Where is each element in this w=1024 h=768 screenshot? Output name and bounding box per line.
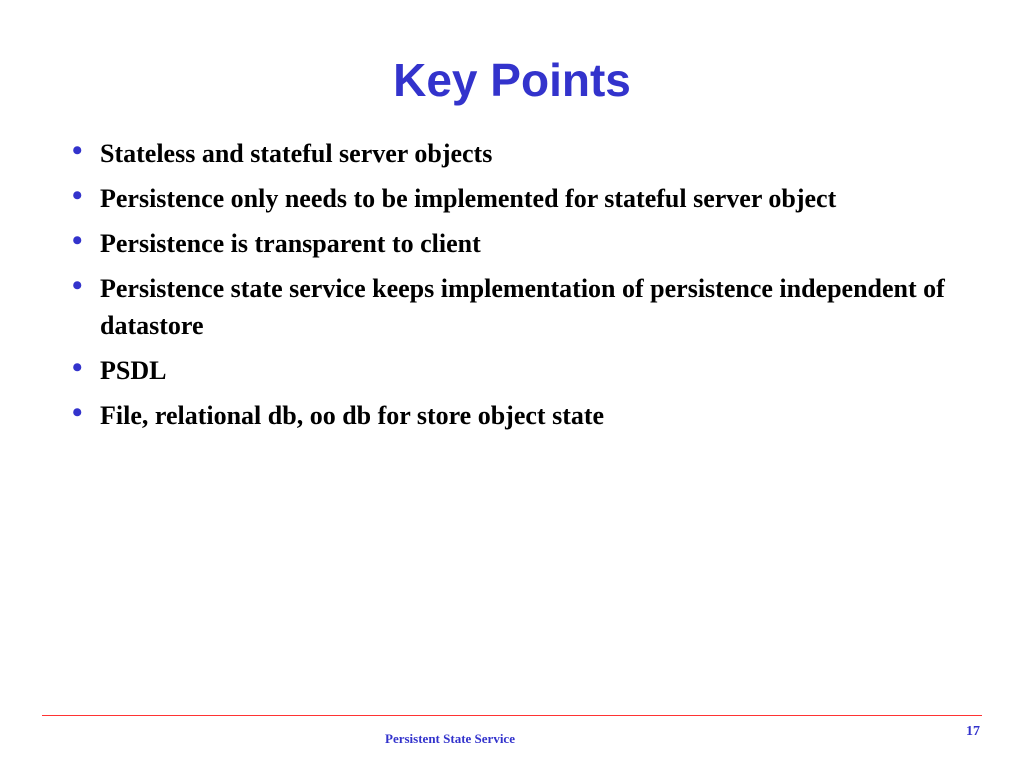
bullet-dot-icon: • bbox=[72, 179, 83, 212]
bullet-item bbox=[70, 270, 950, 344]
bullet-text: File, relational db, oo db for store object state bbox=[100, 401, 605, 430]
bullet-item bbox=[70, 180, 950, 217]
bullet-dot-icon: • bbox=[72, 134, 83, 167]
bullet-dot-icon: • bbox=[72, 351, 83, 384]
bullet-item bbox=[70, 225, 950, 262]
bullet-text: Persistence is transparent to client bbox=[100, 229, 481, 258]
bullet-item bbox=[70, 352, 950, 389]
bullet-list bbox=[70, 135, 950, 442]
bullet-item bbox=[70, 135, 950, 172]
bullet-dot-icon: • bbox=[72, 269, 83, 302]
bullet-text: PSDL bbox=[100, 356, 167, 385]
bullet-text: Persistence state service keeps implementation of persistence independent of datastore bbox=[100, 274, 945, 340]
slide-title: Key Points bbox=[393, 54, 631, 106]
bullet-dot-icon: • bbox=[72, 396, 83, 429]
bullet-text: Stateless and stateful server objects bbox=[100, 139, 493, 168]
bullet-item bbox=[70, 397, 950, 434]
footer-title: Persistent State Service bbox=[385, 731, 515, 746]
bullet-text: Persistence only needs to be implemented for stateful server object bbox=[100, 184, 837, 213]
footer-divider bbox=[42, 715, 982, 716]
slide-number: 17 bbox=[966, 724, 980, 739]
bullet-dot-icon: • bbox=[72, 224, 83, 257]
